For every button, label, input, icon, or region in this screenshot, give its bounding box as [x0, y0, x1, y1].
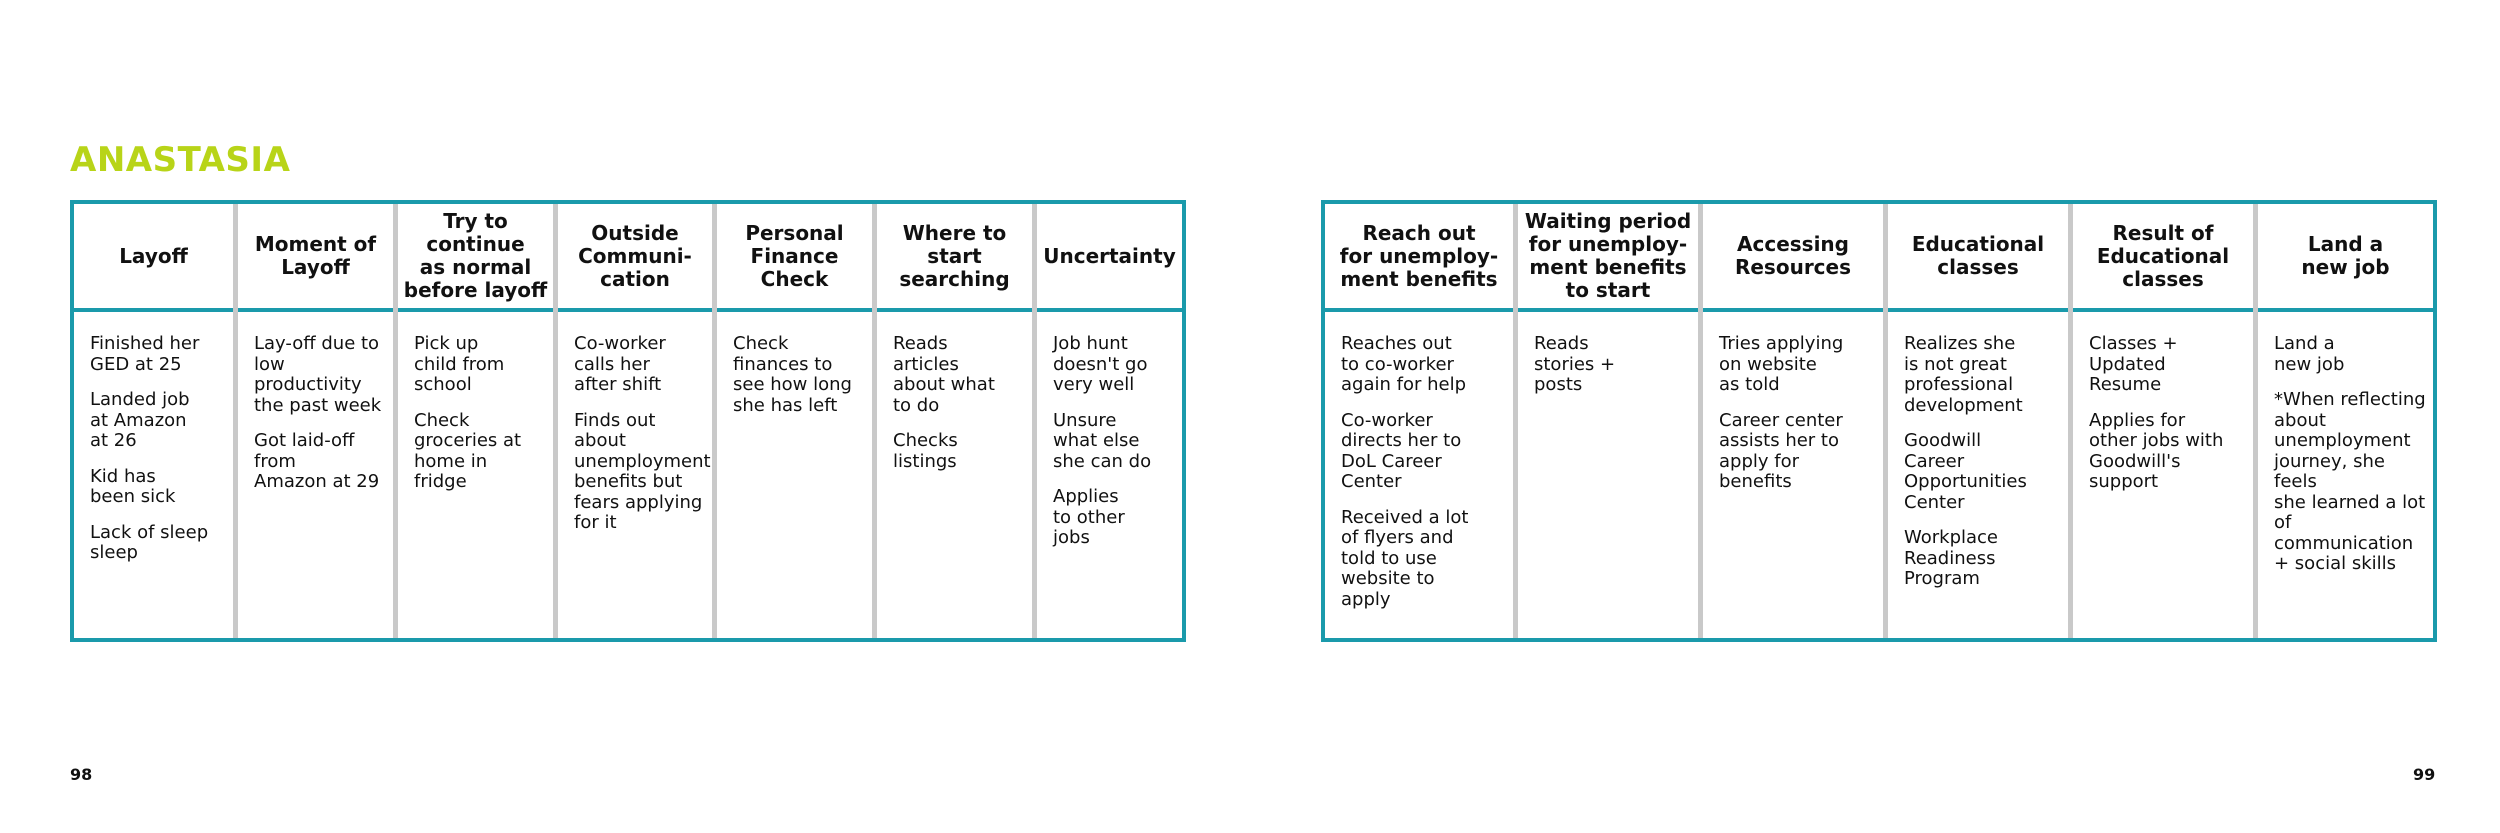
- stage-header-label: Layoff: [119, 243, 188, 268]
- stage-note: Job hunt doesn't go very well: [1053, 333, 1148, 395]
- stage-header-label: Personal Finance Check: [745, 220, 844, 291]
- stage-header-label: Result of Educational classes: [2096, 220, 2230, 291]
- journey-table-left: [70, 200, 1186, 642]
- stage-header: [1888, 204, 2068, 312]
- stage-note: Classes + Updated Resume: [2089, 333, 2178, 395]
- stage-header: [74, 204, 233, 312]
- stage-body: [1703, 312, 1883, 493]
- stage-header: [2258, 204, 2433, 312]
- page-number-left: 98: [70, 765, 93, 784]
- journey-stage-column: [2253, 204, 2433, 638]
- stage-body: [1037, 312, 1182, 549]
- journey-stage-column: [1325, 204, 1513, 638]
- stage-header: [1518, 204, 1698, 312]
- journey-stage-column: [393, 204, 553, 638]
- journey-stage-column: [1513, 204, 1698, 638]
- stage-body: [2073, 312, 2253, 493]
- stage-body: [238, 312, 393, 493]
- stage-note: *When reflecting about unemployment journey, she feels she learned a lot of communication + social skills: [2274, 389, 2426, 574]
- stage-note: Kid has been sick: [90, 465, 176, 507]
- journey-stage-column: [74, 204, 233, 638]
- stage-note: Check groceries at home in fridge: [414, 409, 522, 492]
- stage-header: [1037, 204, 1182, 312]
- stage-note: Co-worker directs her to DoL Career Center: [1341, 409, 1462, 492]
- journey-stage-column: [233, 204, 393, 638]
- stage-note: Finds out about unemployment benefits but fears applying for it: [574, 409, 711, 533]
- stage-note: Workplace Readiness Program: [1904, 527, 1999, 589]
- stage-body: [558, 312, 712, 534]
- stage-note: Realizes she is not great professional development: [1904, 333, 2023, 416]
- stage-note: Applies to other jobs: [1053, 486, 1125, 548]
- stage-header-label: Uncertainty: [1043, 243, 1176, 268]
- stage-body: [1888, 312, 2068, 590]
- stage-header: [238, 204, 393, 312]
- stage-note: Lay-off due to low productivity the past week: [254, 333, 382, 416]
- stage-header-label: Where to start searching: [899, 220, 1010, 291]
- journey-stage-column: [1032, 204, 1182, 638]
- stage-header-label: Land a new job: [2301, 232, 2390, 279]
- stage-header-label: Reach out for unemploy- ment benefits: [1339, 220, 1499, 291]
- stage-note: Reaches out to co-worker again for help: [1341, 333, 1466, 395]
- stage-header: [1325, 204, 1513, 312]
- stage-note: Land a new job: [2274, 333, 2345, 375]
- stage-header-label: Educational classes: [1911, 232, 2045, 279]
- stage-header: [717, 204, 872, 312]
- stage-note: Finished her GED at 25: [90, 333, 200, 375]
- stage-header-label: Moment of Layoff: [254, 232, 377, 279]
- stage-note: Check finances to see how long she has left: [733, 333, 852, 416]
- journey-stage-column: [2068, 204, 2253, 638]
- journey-stage-column: [1883, 204, 2068, 638]
- stage-note: Pick up child from school: [414, 333, 505, 395]
- journey-stage-column: [1698, 204, 1883, 638]
- stage-header-label: Try to continue as normal before layoff: [403, 209, 548, 302]
- stage-note: Applies for other jobs with Goodwill's support: [2089, 409, 2224, 492]
- stage-note: Reads articles about what to do: [893, 333, 995, 416]
- stage-note: Checks listings: [893, 430, 958, 472]
- stage-note: Got laid-off from Amazon at 29: [254, 430, 380, 492]
- stage-note: Unsure what else she can do: [1053, 409, 1152, 472]
- stage-body: [877, 312, 1032, 472]
- stage-note: Landed job at Amazon at 26: [90, 389, 190, 451]
- stage-note: Tries applying on website as told: [1719, 333, 1844, 395]
- journey-stage-column: [553, 204, 712, 638]
- stage-header-label: Outside Communi- cation: [578, 220, 692, 291]
- stage-header: [398, 204, 553, 312]
- stage-header-label: Accessing Resources: [1734, 232, 1852, 279]
- journey-stage-column: [712, 204, 872, 638]
- stage-body: [398, 312, 553, 493]
- stage-body: [2258, 312, 2433, 575]
- stage-header: [877, 204, 1032, 312]
- stage-header: [2073, 204, 2253, 312]
- journey-stage-column: [872, 204, 1032, 638]
- stage-body: [1325, 312, 1513, 610]
- stage-note: Goodwill Career Opportunities Center: [1904, 430, 2027, 513]
- stage-note: Reads stories + posts: [1534, 333, 1616, 395]
- stage-note: Career center assists her to apply for benefits: [1719, 409, 1843, 492]
- stage-header-label: Waiting period for unemploy- ment benefits to start: [1524, 209, 1692, 302]
- stage-note: Lack of sleep sleep: [90, 521, 209, 563]
- stage-header: [558, 204, 712, 312]
- stage-body: [1518, 312, 1698, 396]
- journey-table-right: [1321, 200, 2437, 642]
- stage-header: [1703, 204, 1883, 312]
- persona-title: ANASTASIA: [70, 140, 291, 180]
- stage-body: [717, 312, 872, 416]
- stage-body: [74, 312, 233, 564]
- page-number-right: 99: [2413, 765, 2436, 784]
- stage-note: Co-worker calls her after shift: [574, 333, 666, 395]
- stage-note: Received a lot of flyers and told to use website to apply: [1341, 506, 1469, 610]
